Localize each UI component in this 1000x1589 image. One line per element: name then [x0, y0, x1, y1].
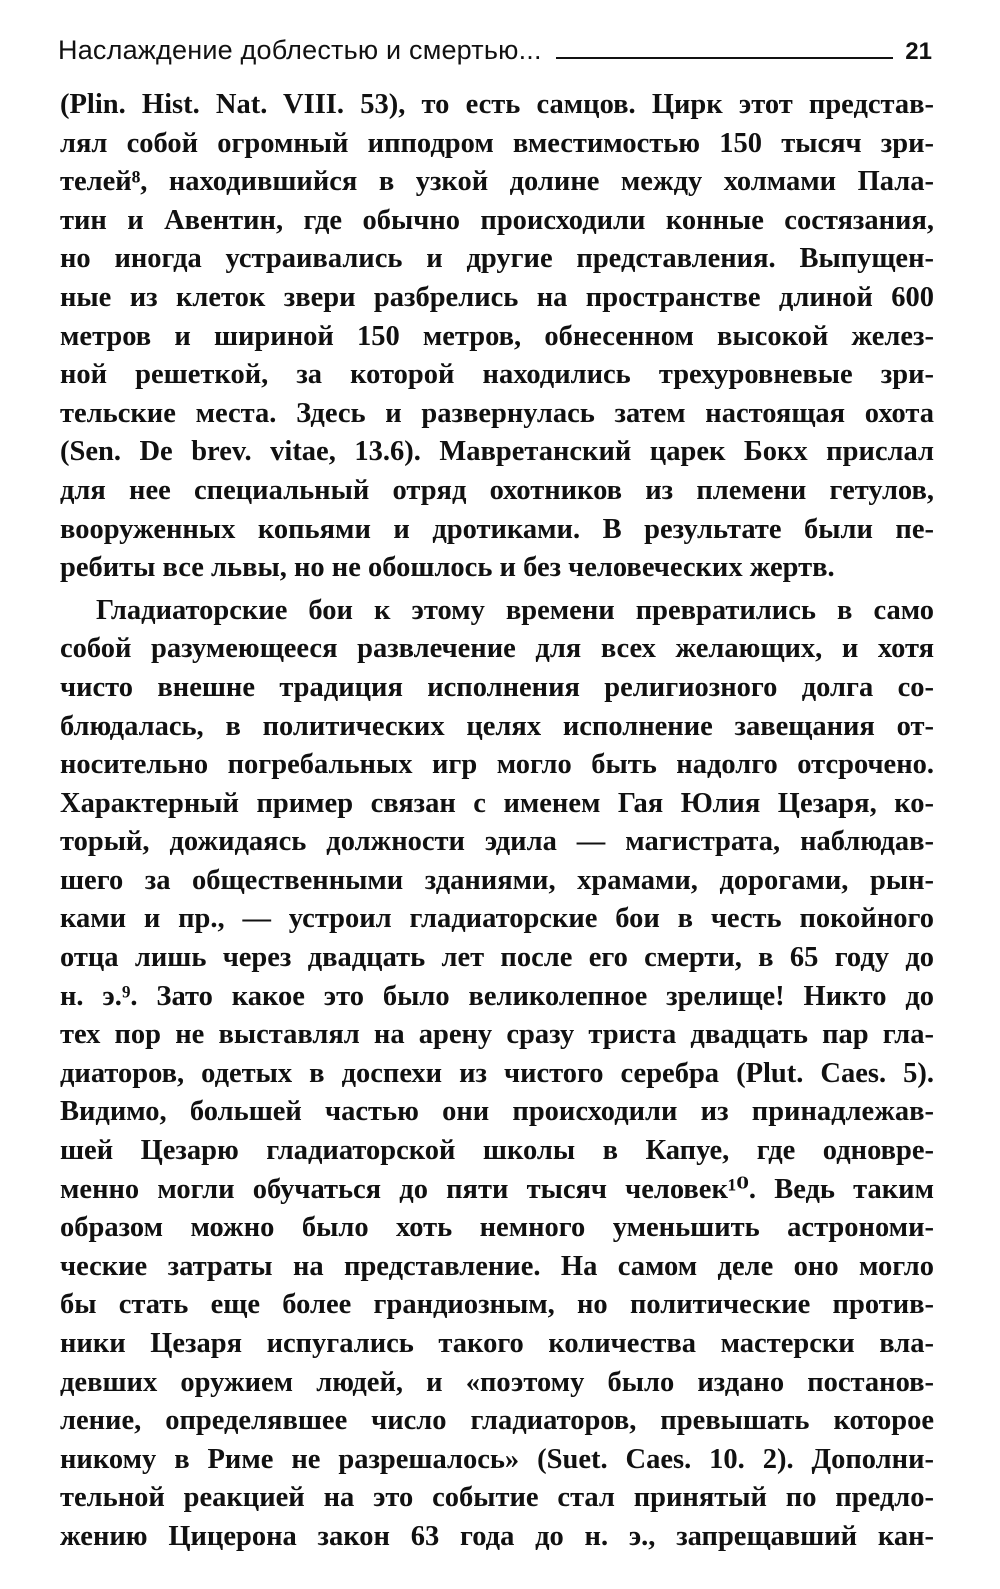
text-line: собой разумеющееся развлечение для всех желающих, и хотя: [60, 633, 934, 665]
text-line: чисто внешне традиция исполнения религиозного долга со-: [60, 671, 934, 703]
text-line: тельские места. Здесь и развернулась затем настоящая охота: [60, 397, 934, 429]
text-line: вооруженных копьями и дротиками. В результате были пе-: [60, 513, 934, 545]
text-line: ление, определявшее число гладиаторов, превышать которое: [60, 1405, 934, 1437]
text-line: ческие затраты на представление. На самом деле оно могло: [60, 1250, 934, 1282]
text-line: Характерный пример связан с именем Гая Юлия Цезаря, ко-: [60, 787, 934, 819]
paragraph-1: [60, 86, 934, 588]
text-line: торый, дожидаясь должности эдила — магистрата, наблюдав-: [60, 826, 934, 858]
text-line: менно могли обучаться до пяти тысяч человек¹⁰. Ведь таким: [60, 1173, 934, 1205]
text-line: тех пор не выставлял на арену сразу триста двадцать пар гла-: [60, 1019, 934, 1051]
page-number: 21: [905, 38, 932, 65]
header-rule: [556, 57, 894, 59]
text-line: жению Цицерона закон 63 года до н. э., запрещавший кан-: [60, 1520, 934, 1552]
text-line: (Sen. De brev. vitae, 13.6). Мавретанский царек Бокх прислал: [60, 436, 934, 468]
text-line: но иногда устраивались и другие представления. Выпущен-: [60, 243, 934, 275]
text-line: шей Цезарю гладиаторской школы в Капуе, где одновре-: [60, 1135, 934, 1167]
text-line: девших оружием людей, и «поэтому было издано постанов-: [60, 1366, 934, 1398]
text-line: лял собой огромный ипподром вместимостью 150 тысяч зри-: [60, 127, 934, 159]
text-line: телей⁸, находившийся в узкой долине между холмами Пала-: [60, 166, 934, 198]
text-line: для нее специальный отряд охотников из племени гетулов,: [60, 474, 934, 506]
text-line: отца лишь через двадцать лет после его смерти, в 65 году до: [60, 942, 934, 974]
text-line: ные из клеток звери разбрелись на пространстве длиной 600: [60, 281, 934, 313]
text-line: Видимо, большей частью они происходили из принадлежав-: [60, 1096, 934, 1128]
text-line: носительно погребальных игр могло быть надолго отсрочено.: [60, 749, 934, 781]
text-line: тельной реакцией на это событие стал принятый по предло-: [60, 1482, 934, 1514]
text-line: диаторов, одетых в доспехи из чистого серебра (Plut. Caes. 5).: [60, 1057, 934, 1089]
text-line: никому в Риме не разрешалось» (Suet. Caes. 10. 2). Дополни-: [60, 1443, 934, 1475]
text-line: образом можно было хоть немного уменьшить астрономи-: [60, 1212, 934, 1244]
text-line: ками и пр., — устроил гладиаторские бои в честь покойного: [60, 903, 934, 935]
text-line: метров и шириной 150 метров, обнесенном высокой желез-: [60, 320, 934, 352]
text-line: бы стать еще более грандиозным, но политические против-: [60, 1289, 934, 1321]
text-line: тин и Авентин, где обычно происходили конные состязания,: [60, 204, 934, 236]
text-line: (Plin. Hist. Nat. VIII. 53), то есть самцов. Цирк этот представ-: [60, 89, 934, 120]
text-line: шего за общественными зданиями, храмами, дорогами, рын-: [60, 864, 934, 896]
text-line: ной решеткой, за которой находились трехуровневые зри-: [60, 359, 934, 391]
running-header: [58, 30, 938, 64]
body-text: [60, 86, 934, 1557]
text-line: н. э.⁹. Зато какое это было великолепное зрелище! Никто до: [60, 980, 934, 1012]
paragraph-2: [60, 592, 934, 1557]
text-line: блюдалась, в политических целях исполнение завещания от-: [60, 710, 934, 742]
running-header-title: Наслаждение доблестью и смертью...: [58, 35, 542, 65]
text-line: Гладиаторские бои к этому времени превратились в само: [96, 594, 934, 626]
text-line: ники Цезаря испугались такого количества мастерски вла-: [60, 1328, 934, 1359]
text-line: ребиты все львы, но не обошлось и без человеческих жертв.: [60, 552, 835, 584]
